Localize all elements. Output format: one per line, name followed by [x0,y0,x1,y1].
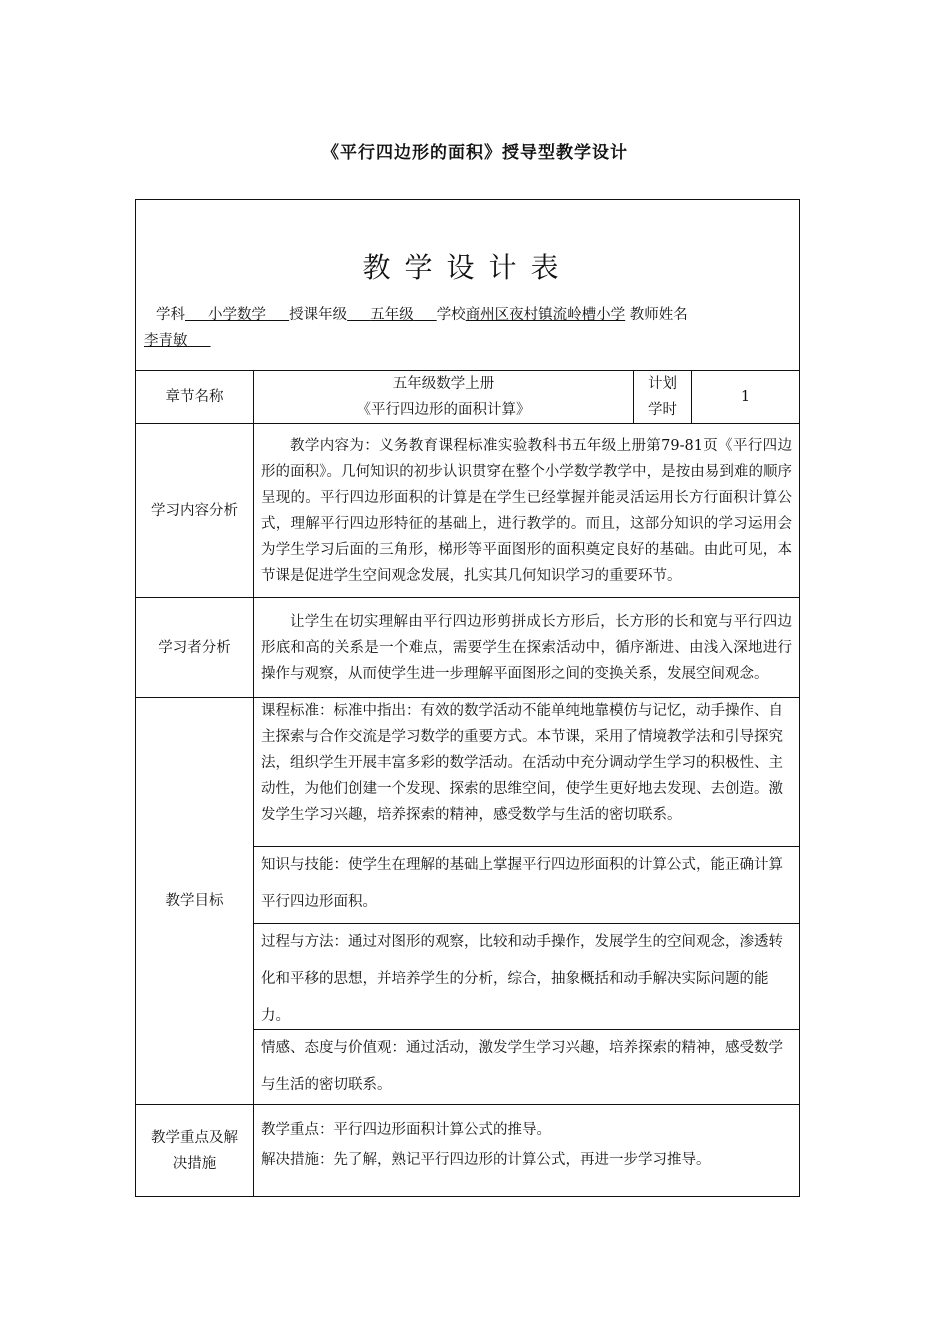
grade-label: 授课年级 [289,307,348,323]
key-points-content [254,1105,800,1197]
subject-label: 学科 [156,307,185,323]
school-label: 学校 [436,307,466,323]
objective-process: 过程与方法：通过对图形的观察，比较和动手操作，发展学生的空间观念，渗透转化和平移的思想，并培养学生的分析，综合，抽象概括和动手解决实际问题的能力。 [254,923,799,1029]
grade-value: 五年级 [370,307,414,323]
teacher-value: 李青敏 [144,333,188,349]
learner-analysis-row [136,598,800,698]
learner-analysis-text: 让学生在切实理解由平行四边形剪拼成长方形后，长方形的长和宽与平行四边形底和高的关系是一个难点，需要学生在探索活动中，循序渐进、由浅入深地进行操作与观察，从而使学生进一步理解平面图形之间的变换关系，发展空间观念。 [254,598,800,698]
teacher-label: 教师姓名 [629,307,688,323]
key-points-label: 教学重点及解 决措施 [136,1105,254,1197]
chapter-name [254,371,634,424]
hours-label: 计划 学时 [634,371,692,424]
objectives-label: 教学目标 [136,698,254,1105]
content-analysis-label: 学习内容分析 [136,424,254,598]
info-line [144,302,791,354]
measure-text: 解决措施：先了解，熟记平行四边形的计算公式，再进一步学习推导。 [261,1152,711,1168]
key-points-row [136,1105,800,1197]
objective-knowledge: 知识与技能：使学生在理解的基础上掌握平行四边形面积的计算公式，能正确计算平行四边形面积。 [254,846,799,923]
objective-standard: 课程标准：标准中指出：有效的数学活动不能单纯地靠模仿与记忆，动手操作、自主探索与合作交流是学习数学的重要方式。本节课，采用了情境教学法和引导探究法，组织学生开展丰富多彩的数学活动。在活动中充分调动学生学习的积极性、主动性，为他们创建一个发现、探索的思维空间，使学生更好地去发现、去创造。激发学生学习兴趣，培养探索的精神，感受数学与生活的密切联系。 [261,703,783,823]
table-title: 教学设计表 [362,251,573,284]
learner-analysis-label: 学习者分析 [136,598,254,698]
objective-emotion: 情感、态度与价值观：通过活动，激发学生学习兴趣，培养探索的精神，感受数学与生活的密切联系。 [254,1029,799,1104]
chapter-row [136,371,800,424]
school-value: 商州区夜村镇流岭槽小学 [465,307,626,323]
header-row [136,200,800,371]
chapter-line-1: 五年级数学上册 [392,376,495,392]
subject-value: 小学数学 [208,307,267,323]
content-analysis-text: 教学内容为：义务教育课程标准实验教科书五年级上册第79-81页《平行四边形的面积》。几何知识的初步认识贯穿在整个小学数学教学中，是按由易到难的顺序呈现的。平行四边形面积的计算是在学生已经掌握并能灵活运用长方行面积计算公式，理解平行四边形特征的基础上，进行教学的。而且，这部分知识的学习运用会为学生学习后面的三角形，梯形等平面图形的面积奠定良好的基础。由此可见，本节课是促进学生空间观念发展，扎实其几何知识学习的重要环节。 [254,424,800,598]
document-title: 《平行四边形的面积》授导型教学设计 [322,143,628,163]
chapter-label: 章节名称 [136,371,254,424]
hours-value: 1 [692,371,800,424]
key-point-text: 教学重点：平行四边形面积计算公式的推导。 [261,1122,551,1138]
content-analysis-row [136,424,800,598]
objectives-cell [254,698,800,1105]
chapter-line-2: 《平行四边形的面积计算》 [356,402,531,418]
header-cell [136,200,800,371]
objectives-row [136,698,800,1105]
design-table [135,199,800,1197]
